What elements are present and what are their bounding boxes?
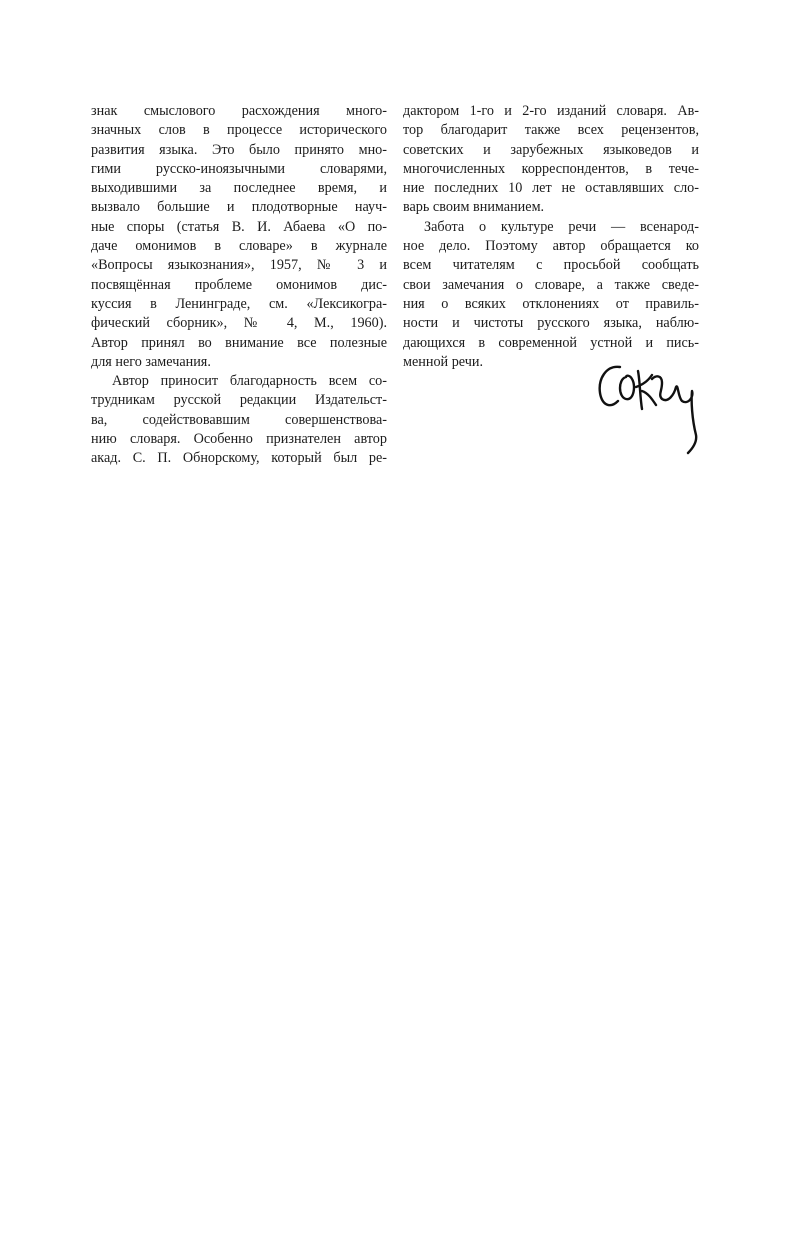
paragraph <box>403 102 699 218</box>
text-line: развития языка. Это было принято мно- <box>91 141 387 158</box>
author-signature <box>596 357 706 457</box>
text-line: выходившими за последнее время, и <box>91 180 387 197</box>
text-line: ности и чистоты русского языка, наблю- <box>403 315 699 332</box>
text-line: посвящённая проблеме омонимов дис- <box>91 276 387 293</box>
paragraph <box>403 218 699 372</box>
text-line: Автор принял во внимание все полезные <box>91 334 387 351</box>
text-line: знак смыслового расхождения много- <box>91 103 387 119</box>
text-line: значных слов в процессе исторического <box>91 122 387 139</box>
text-line: советских и зарубежных языковедов и <box>403 141 699 158</box>
text-line: варь своим вниманием. <box>403 199 545 216</box>
text-line: гими русско-иноязычными словарями, <box>91 160 387 177</box>
text-line: ва, содействовавшим совершенствова- <box>91 411 387 428</box>
text-line: трудникам русской редакции Издательст- <box>91 392 387 409</box>
text-line: ное дело. Поэтому автор обращается ко <box>403 238 699 255</box>
right-column <box>403 102 699 372</box>
signature-stroke-c <box>600 367 620 405</box>
text-line: «Вопросы языкознания», 1957, № 3 и <box>91 257 387 274</box>
text-line: Автор приносит благодарность всем со- <box>112 373 387 390</box>
text-line: ния о всяких отклонениях от правиль- <box>403 295 699 312</box>
text-line: для него замечания. <box>91 353 211 370</box>
text-line: вызвало большие и плодотворные науч- <box>91 199 387 216</box>
paragraph <box>91 102 387 372</box>
text-line: ние последних 10 лет не оставлявших сло- <box>403 180 699 197</box>
signature-stroke-o <box>620 376 634 399</box>
paragraph <box>91 372 387 468</box>
signature-stroke-tail <box>652 376 696 453</box>
text-line: дактором 1-го и 2-го изданий словаря. Ав- <box>403 103 699 119</box>
text-line: менной речи. <box>403 353 484 370</box>
text-line: ные споры (статья В. И. Абаева «О по- <box>91 218 387 235</box>
left-column <box>91 102 387 469</box>
text-line: фический сборник», № 4, М., 1960). <box>91 315 387 332</box>
text-line: нию словаря. Особенно признателен автор <box>91 431 387 448</box>
text-line: даче омонимов в словаре» в журнале <box>91 238 387 255</box>
text-line: куссия в Ленинграде, см. «Лексикогра- <box>91 295 387 312</box>
text-line: всем читателям с просьбой сообщать <box>403 257 699 274</box>
text-line: дающихся в современной устной и пись- <box>403 334 699 351</box>
text-line: Забота о культуре речи — всенарод- <box>424 218 699 235</box>
text-line: свои замечания о словаре, а также сведе- <box>403 276 699 293</box>
text-line: акад. С. П. Обнорскому, который был ре- <box>91 450 387 467</box>
text-line: многочисленных корреспондентов, в тече- <box>403 160 699 177</box>
text-line: тор благодарит также всех рецензентов, <box>403 122 699 139</box>
